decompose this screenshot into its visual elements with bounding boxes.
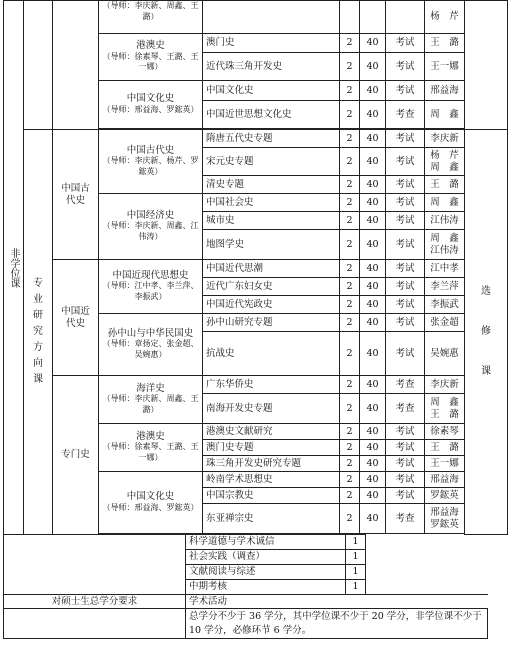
required-item: 中期考核 [186, 580, 346, 595]
prof-direction-label: 专业研究方向课 [24, 130, 53, 535]
cc1-group: 中国文化史 （导师：邢益海、罗鋐英） [99, 81, 203, 129]
course-name: 东亚禅宗史 [203, 504, 340, 534]
course-name: 近代珠三角开发史 [203, 53, 340, 81]
course-name: 澳门史专题 [203, 440, 340, 456]
course-name: 中国文化史 [203, 81, 340, 101]
course-name: 澳门史 [203, 34, 340, 53]
non-degree-label: 非学位课 [4, 1, 24, 535]
econ-group: 中国经济史 （导师：李庆新、周鑫、江伟涛） [99, 194, 203, 260]
thought-group: 中国近现代思想史 （导师：江中孝、李兰萍、李振武） [99, 260, 203, 314]
ga1-group: 港澳史 （导师：徐素琴、王潞、王一娜） [99, 34, 203, 81]
ga2-group: 港澳史 （导师：徐素琴、王潞、王一娜） [99, 424, 203, 472]
course-name: 清史专题 [203, 176, 340, 194]
elective-label: 选修课 [465, 130, 508, 535]
course-name: 中国近代宪政史 [203, 296, 340, 314]
ocean-group: 海洋史 （导师：李庆新、周鑫、王潞） [99, 376, 203, 424]
course-name: 宋元史专题 [203, 148, 340, 176]
course-name: 隋唐五代史专题 [203, 130, 340, 148]
course-name: 港澳史文献研究 [203, 424, 340, 440]
course-name: 南海开发史专题 [203, 394, 340, 424]
top-teacher: 杨 芹 [425, 1, 465, 34]
required-item: 科学道德与学术诚信 [186, 535, 346, 550]
top-partial-tutors: （导师：李庆新、周鑫、王潞） [99, 1, 203, 34]
course-name: 孙中山研究专题 [203, 314, 340, 332]
course-name: 中国近世思想文化史 [203, 101, 340, 129]
total-text: 总学分不少于 36 学分，其中学位课不少于 20 学分，非学位课不少于 10 学分，必修环节 6 学分。 [186, 609, 488, 639]
course-name: 中国社会史 [203, 194, 340, 212]
course-name: 近代广东妇女史 [203, 278, 340, 296]
sun-group: 孙中山与中华民国史 （导师：章扬定、张金超、吴婉惠） [99, 314, 203, 376]
required-item: 社会实践（调查） [186, 550, 346, 565]
required-table: 科学道德与学术诚信 1 社会实践（调查） 1 文献阅读与综述 1 中期考核 1 对硕士生总学分要求 学术活动 总学分不少于 36 学分，其中学位课不少于 20 学分，非学位课不少于 10 学分，必修环节 6 学分。 [3, 534, 488, 639]
course-table: 非学位课 （导师：李庆新、周鑫、王潞） 杨 芹 港澳史 （导师：徐素琴、王潞、王一娜） 澳门史 2 40 考试 王 潞 近代珠三角开发史 2 40 考试 王一娜 中国文化史 （导师：邢益海、罗鋐英） 中国文化史 2 40 考试 邢益海 中国近世思想文化史 2 40 考查 周 鑫 专业研究方向课 中国古代史 中国古代史 （导师：李庆新、杨芹、罗鋐英） 隋唐五代史专题 2 40 考试 李庆新 选修课 宋元史专题 2 40 考试 杨 芹 周 鑫 清史专题 2 40 考试 王 潞 中国经济史 （导师：李庆新、周鑫、江伟涛） 中国社会史 2 40 考试 周 鑫 城市史 2 40 考试 江伟涛 地图学史 2 40 考试 周 鑫 江伟涛 中国近代史 中国近现代思想史 （导师：江中孝、李兰萍、李振武） 中国近代思潮 2 40 考试 江中孝 近代广东妇女史 2 40 考试 李兰萍 中国近代宪政史 2 40 考试 李振武 孙中山与中华民国史 （导师：章扬定、张金超、吴婉惠） 孙中山研究专题 2 40 考试 张金超 抗战史 2 40 考试 吴婉惠 专门史 海洋史 （导师：李庆新、周鑫、王潞） 广东华侨史 2 40 考查 李庆新 南海开发史专题 2 40 考查 周 鑫 王 潞 港澳史 （导师：徐素琴、王潞、王一娜） 港澳史文献研究 2 40 考试 徐素琴 澳门史专题 2 40 考试 王 潞 珠三角开发史研究专题 2 40 考试 王一娜 中国文化史 （导师：邢益海、罗鋐英） 岭南学术思想史 2 40 考试 邢益海 中国宗教史 2 40 考试 罗鋐英 东亚禅宗史 2 40 考查 邢益海 罗鋐英 [3, 0, 508, 535]
course-name: 中国近代思潮 [203, 260, 340, 278]
course-name: 珠三角开发史研究专题 [203, 456, 340, 472]
total-requirement-label: 对硕士生总学分要求 [4, 595, 186, 609]
required-item: 文献阅读与综述 [186, 565, 346, 580]
cc2-group: 中国文化史 （导师：邢益海、罗鋐英） [99, 472, 203, 534]
course-name: 中国宗教史 [203, 488, 340, 504]
course-name: 地图学史 [203, 230, 340, 260]
required-item: 学术活动 [186, 595, 488, 609]
modern-china-label: 中国近代史 [53, 260, 99, 376]
course-name: 岭南学术思想史 [203, 472, 340, 488]
course-name: 抗战史 [203, 332, 340, 376]
course-name: 城市史 [203, 212, 340, 230]
course-name: 广东华侨史 [203, 376, 340, 394]
special-history-label: 专门史 [53, 376, 99, 535]
anc-group: 中国古代史 （导师：李庆新、杨芹、罗鋐英） [99, 130, 203, 194]
ancient-china-label: 中国古代史 [53, 130, 99, 260]
